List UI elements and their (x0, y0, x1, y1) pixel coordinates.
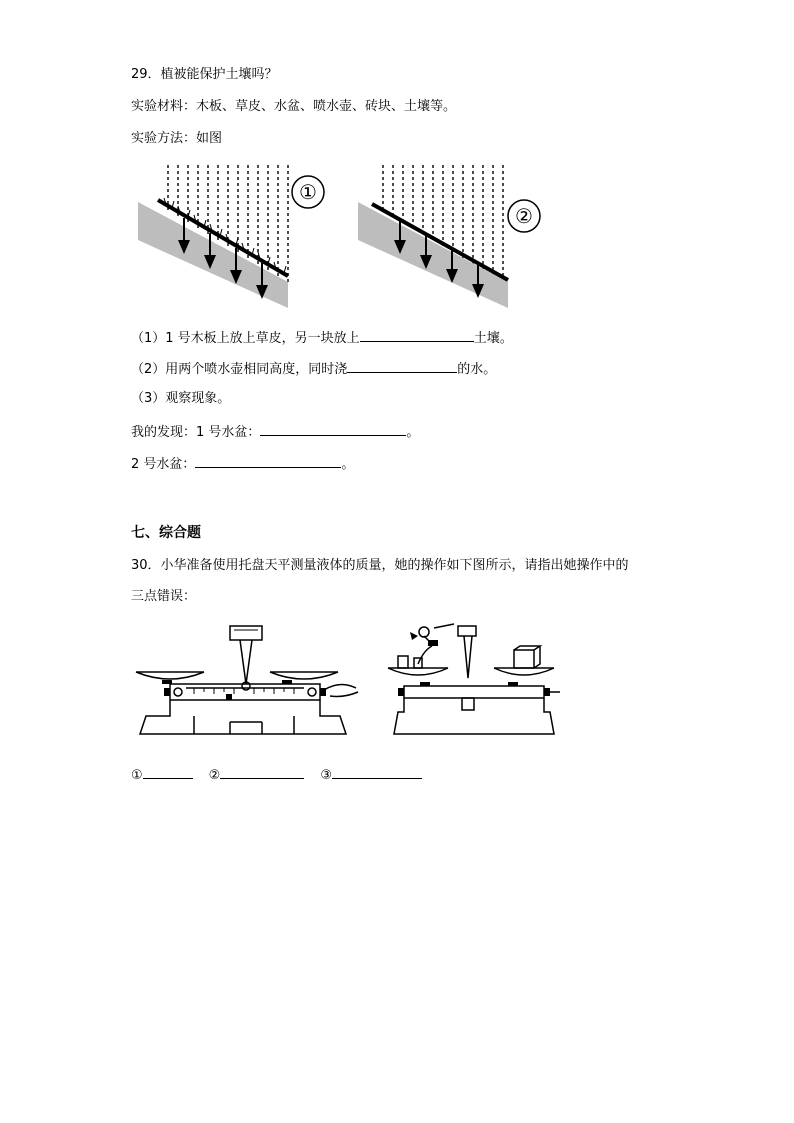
finding-2-answer-blank[interactable] (195, 454, 341, 468)
step-1-text-before: （1）1 号木板上放上草皮，另一块放上 (131, 331, 360, 346)
question-30-line-1: 30．小华准备使用托盘天平测量液体的质量，她的操作如下图所示，请指出她操作中的 (131, 558, 629, 573)
question-29-step-3: （3）观察现象。 (131, 391, 231, 406)
answer-3-blank[interactable] (332, 765, 422, 779)
answer-1-blank[interactable] (143, 765, 193, 779)
question-29-finding-1 (131, 422, 419, 442)
question-29-materials: 实验材料：木板、草皮、水盆、喷水壶、砖块、土壤等。 (131, 99, 457, 114)
section-7-heading: 七、综合题 (131, 525, 201, 541)
finding-1-answer-blank[interactable] (260, 422, 406, 436)
experiment-figure-1 (138, 160, 338, 308)
step-2-text-after: 的水。 (457, 362, 497, 377)
step-2-answer-blank[interactable] (347, 359, 457, 373)
experiment-figure-2 (358, 160, 558, 308)
answer-3-label: ③ (320, 768, 332, 783)
question-29-finding-2 (131, 454, 354, 474)
balance-figure-left (134, 622, 366, 742)
answer-2-label: ② (208, 768, 221, 783)
balance-figure-right (384, 616, 574, 740)
figure-1-label: ① (299, 180, 317, 204)
question-29-step-1 (131, 328, 513, 348)
finding-2-text-before: 2 号水盆： (131, 457, 196, 472)
finding-1-text-before: 我的发现：1 号水盆： (131, 425, 261, 440)
answer-1-label: ① (131, 768, 143, 783)
step-1-text-after: 土壤。 (473, 331, 513, 346)
finding-2-text-after: 。 (341, 457, 355, 472)
finding-1-text-after: 。 (406, 425, 420, 440)
question-29-method: 实验方法：如图 (131, 131, 223, 146)
step-1-answer-blank[interactable] (360, 328, 474, 342)
question-30-answers (131, 765, 422, 785)
step-2-text-before: （2）用两个喷水壶相同高度，同时浇 (131, 362, 348, 377)
answer-2-blank[interactable] (220, 765, 304, 779)
question-30-line-2: 三点错误： (131, 589, 197, 604)
figure-2-label: ② (515, 204, 533, 228)
question-29-title: 29．植被能保护土壤吗？ (131, 67, 278, 82)
question-29-step-2 (131, 359, 496, 379)
